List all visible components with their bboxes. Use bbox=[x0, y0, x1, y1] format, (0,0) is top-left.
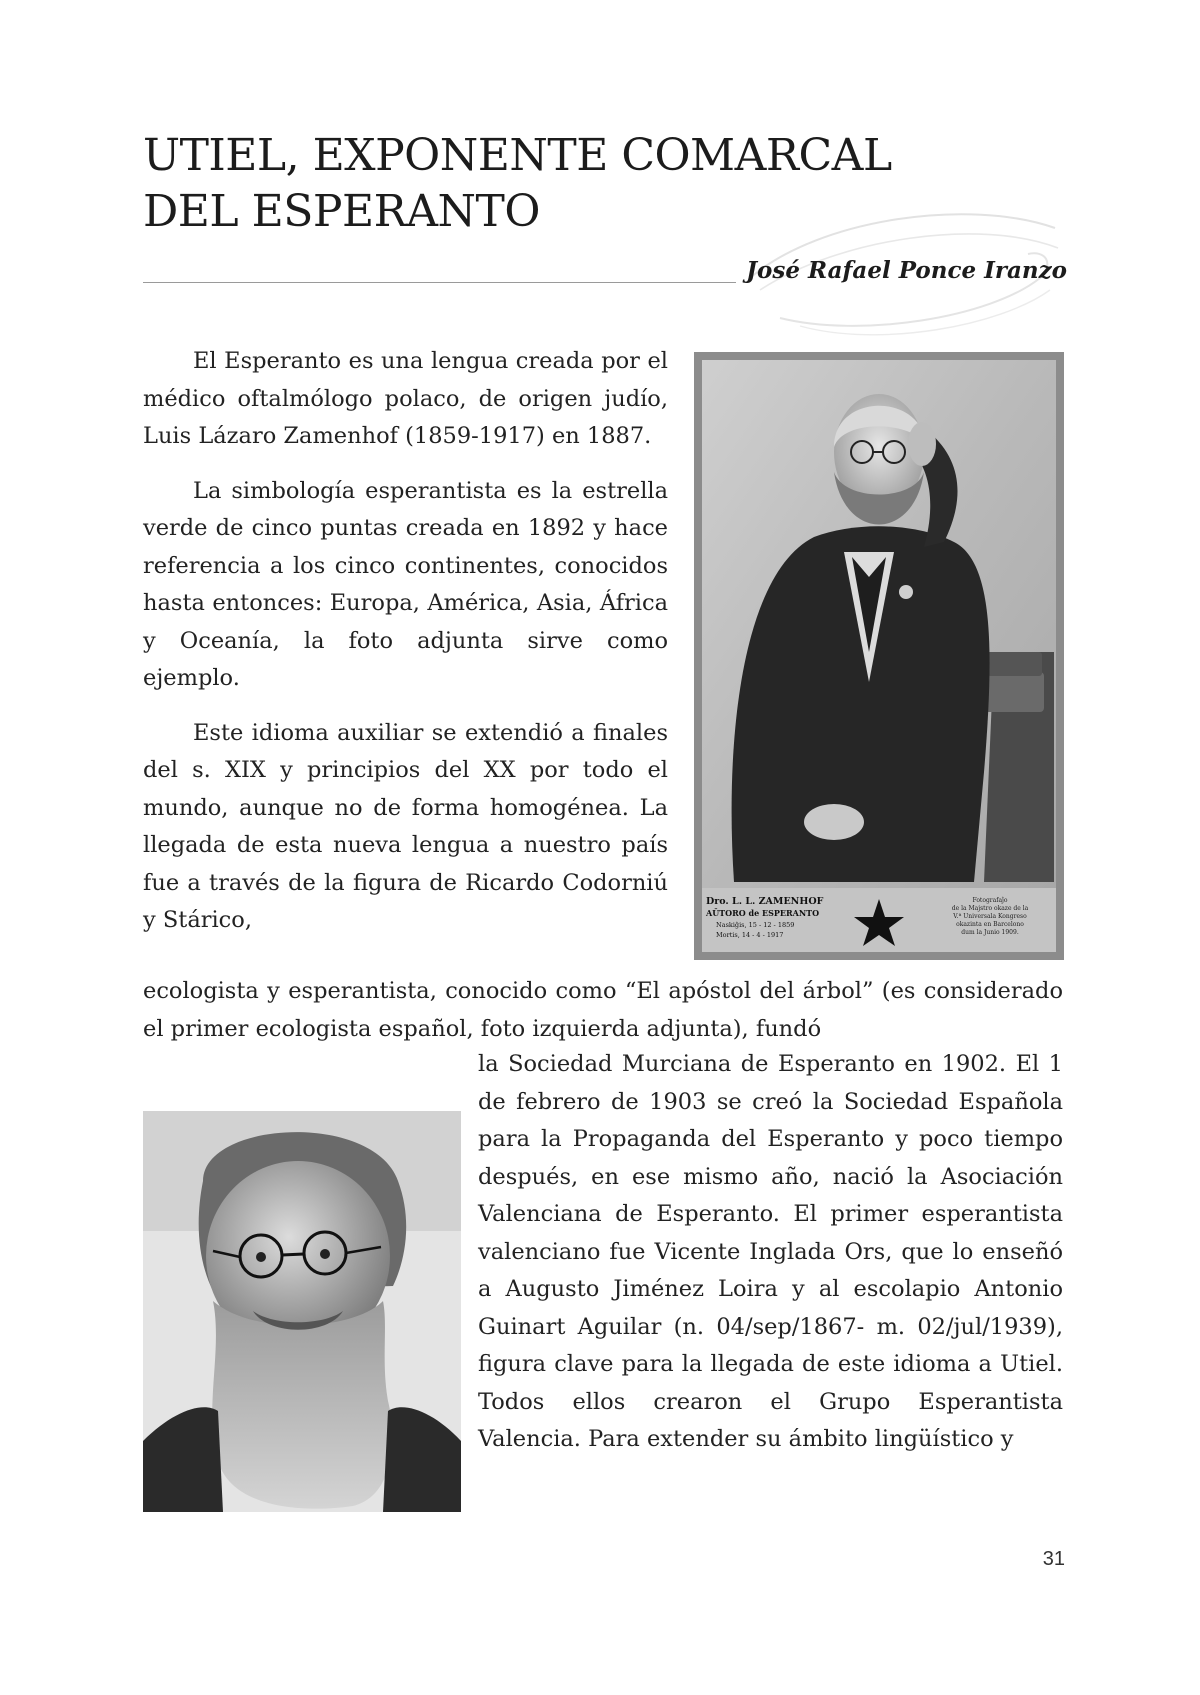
paragraph-3: Este idioma auxiliar se extendió a finales del s. XIX y principios del XX por todo el mundo, aunque no de forma homogénea. La llegada de esta nueva lengua a nuestro país fue a través de la figura de Ricardo Codorniú y Stárico, bbox=[143, 719, 668, 933]
zamenhof-photo bbox=[694, 352, 1064, 960]
caption-birth: Naskiĝis, 15 - 12 - 1859 bbox=[716, 921, 795, 929]
paragraph-2: La simbología esperantista es la estrella verde de cinco puntas creada en 1892 y hace referencia a los cinco continentes, conocidos hasta entonces: Europa, América, Asia, África y Oceanía, la foto adjunta sirve como ejemplo. bbox=[143, 477, 668, 691]
caption-death: Mortis, 14 - 4 - 1917 bbox=[716, 931, 784, 939]
caption-right-4: okazinta en Barcelono bbox=[956, 921, 1024, 928]
paragraph-continuation: la Sociedad Murciana de Esperanto en 1902. El 1 de febrero de 1903 se creó la Sociedad Española para la Propaganda del Esperanto y poco tiempo después, en ese mismo año, nació la Asociación Valenciana de Esperanto. El primer esperantista valenciano fue Vicente Inglada Ors, que lo enseñó a Augusto Jiménez Loira y al escolapio Antonio Guinart Aguilar (n. 04/sep/1867- m. 02/jul/1939), figura clave para la llegada de este idioma a Utiel. Todos ellos crearon el Grupo Esperantista Valencia. Para extender su ámbito lingüístico y bbox=[478, 1051, 1063, 1452]
caption-right-2: de la Majstro okaze de la bbox=[951, 905, 1029, 912]
caption-name: Dro. L. L. ZAMENHOF bbox=[706, 896, 824, 907]
page-number: 31 bbox=[1042, 1548, 1065, 1570]
article-author: José Rafael Ponce Iranzo bbox=[746, 257, 1067, 284]
caption-right-1: Fotografaĵo bbox=[972, 897, 1008, 904]
title-line-1: UTIEL, EXPONENTE COMARCAL bbox=[143, 130, 892, 181]
caption-right-3: V.ª Universala Kongreso bbox=[953, 913, 1027, 920]
left-column-text bbox=[143, 343, 668, 940]
title-divider bbox=[143, 282, 736, 283]
caption-right-5: dum la Junio 1909. bbox=[961, 929, 1019, 936]
title-line-2: DEL ESPERANTO bbox=[143, 186, 540, 237]
paragraph-1: El Esperanto es una lengua creada por el médico oftalmólogo polaco, de origen judío, Luis Lázaro Zamenhof (1859-1917) en 1887. bbox=[143, 348, 668, 449]
codorniu-photo bbox=[143, 1111, 461, 1512]
full-width-text: ecologista y esperantista, conocido como “El apóstol del árbol” (es considerado el primer ecologista español, foto izquierda adjunta), fundó bbox=[143, 978, 1063, 1042]
caption-role: AŬTORO de ESPERANTO bbox=[706, 908, 820, 918]
right-column-text bbox=[478, 1046, 1063, 1459]
